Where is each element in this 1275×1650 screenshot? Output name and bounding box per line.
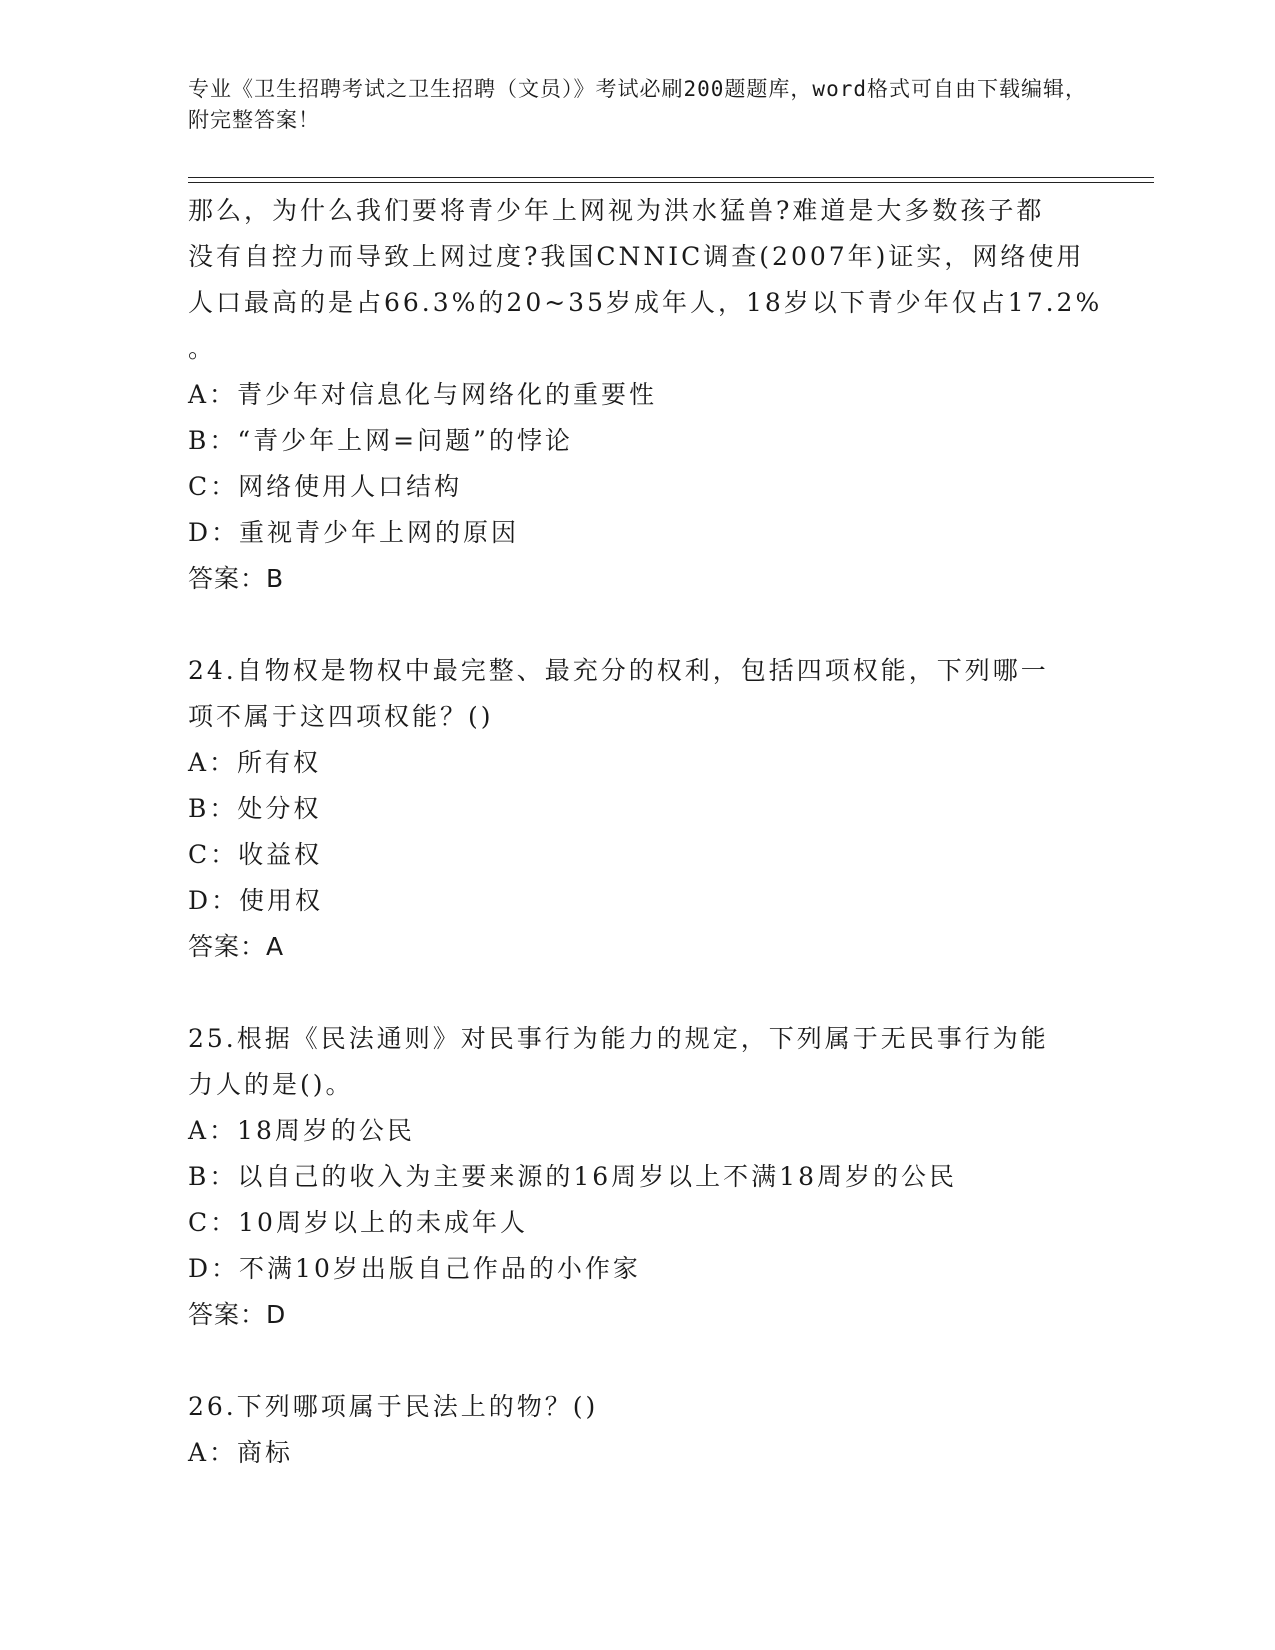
question-block-23 (188, 188, 1103, 602)
option-c: C：网络使用人口结构 (188, 472, 463, 501)
option-d: D：重视青少年上网的原因 (188, 518, 520, 547)
question-stem-line: 人口最高的是占66.3%的20~35岁成年人，18岁以下青少年仅占17.2% (188, 288, 1103, 317)
header-divider-bottom (188, 182, 1154, 183)
question-block-26 (188, 1384, 1088, 1476)
option-c: C：收益权 (188, 840, 323, 869)
block-spacer (188, 1338, 1088, 1384)
answer-line: 答案：B (188, 564, 285, 593)
question-stem-line: 那么，为什么我们要将青少年上网视为洪水猛兽?难道是大多数孩子都 (188, 196, 1045, 225)
question-stem-line: 26.下列哪项属于民法上的物？() (188, 1392, 599, 1421)
option-b: B：处分权 (188, 794, 322, 823)
option-a: A：青少年对信息化与网络化的重要性 (188, 380, 658, 409)
question-block-24 (188, 648, 1088, 970)
question-stem-line: 25.根据《民法通则》对民事行为能力的规定，下列属于无民事行为能 (188, 1024, 1049, 1053)
option-c: C：10周岁以上的未成年人 (188, 1208, 528, 1237)
question-stem-line: 没有自控力而导致上网过度?我国CNNIC调查(2007年)证实，网络使用 (188, 242, 1085, 271)
question-stem-line: 项不属于这四项权能？() (188, 702, 494, 731)
answer-line: 答案：A (188, 932, 285, 961)
block-spacer (188, 970, 1088, 1016)
option-a: A：商标 (188, 1438, 294, 1467)
header-divider-top (188, 177, 1154, 178)
option-b: B：“青少年上网=问题”的悖论 (188, 426, 573, 455)
question-stem-line: 24.自物权是物权中最完整、最充分的权利，包括四项权能，下列哪一 (188, 656, 1049, 685)
question-stem-line: 。 (188, 334, 217, 363)
option-a: A：所有权 (188, 748, 322, 777)
option-d: D：不满10岁出版自己作品的小作家 (188, 1254, 641, 1283)
question-stem-line: 力人的是()。 (188, 1070, 354, 1099)
answer-line: 答案：D (188, 1300, 287, 1329)
question-list (188, 188, 1103, 1476)
block-spacer (188, 602, 1088, 648)
option-a: A：18周岁的公民 (188, 1116, 415, 1145)
question-block-25 (188, 1016, 1088, 1338)
document-header: 专业《卫生招聘考试之卫生招聘（文员）》考试必刷200题题库，word格式可自由下载编辑，附完整答案！ (188, 77, 1087, 132)
option-d: D：使用权 (188, 886, 324, 915)
option-b: B：以自己的收入为主要来源的16周岁以上不满18周岁的公民 (188, 1162, 957, 1191)
